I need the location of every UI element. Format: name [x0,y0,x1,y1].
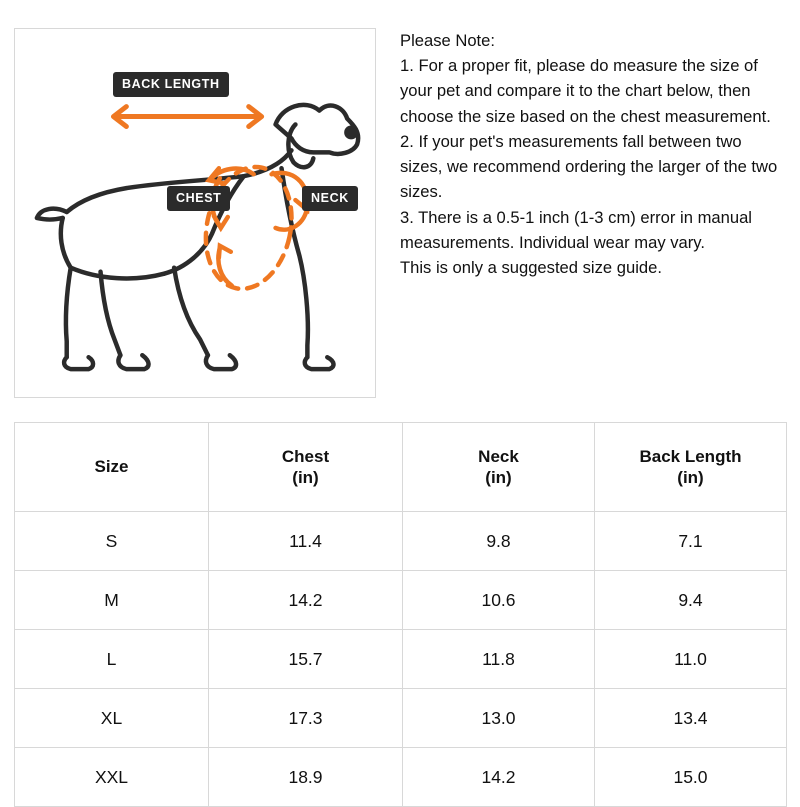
note-item-1: 1. For a proper fit, please do measure the size of your pet and compare it to the chart below, then choose the size based on the chest measurement. [400,56,771,126]
note-item-2: 2. If your pet's measurements fall between two sizes, we recommend ordering the larger of the two sizes. [400,131,778,202]
dog-outline-icon [37,105,358,369]
cell-neck: 10.6 [403,571,595,630]
cell-size: S [15,512,209,571]
label-neck: NECK [302,186,358,211]
cell-neck: 11.8 [403,630,595,689]
notes-title: Please Note: [400,31,496,50]
note-item-3: 3. There is a 0.5-1 inch (1-3 cm) error in manual measurements. Individual wear may vary. [400,207,752,252]
header-neck-unit: (in) [485,468,512,487]
header-back-length [595,423,787,512]
note-item-4: This is only a suggested size guide. [400,257,662,277]
cell-size: L [15,630,209,689]
header-neck [403,423,595,512]
cell-neck: 14.2 [403,748,595,807]
size-chart-table [14,422,787,807]
cell-neck: 9.8 [403,512,595,571]
table-row [15,748,787,807]
cell-chest: 18.9 [209,748,403,807]
cell-size: M [15,571,209,630]
notes-block [376,28,786,280]
label-back-length: BACK LENGTH [113,72,229,97]
table-row [15,689,787,748]
cell-back: 11.0 [595,630,787,689]
cell-back: 13.4 [595,689,787,748]
cell-size: XXL [15,748,209,807]
cell-chest: 14.2 [209,571,403,630]
cell-back: 7.1 [595,512,787,571]
table-row [15,512,787,571]
header-back-name: Back Length [639,446,742,466]
header-chest [209,423,403,512]
label-chest: CHEST [167,186,230,211]
table-row [15,571,787,630]
header-back-unit: (in) [677,468,704,487]
cell-neck: 13.0 [403,689,595,748]
back-length-arrow [113,107,261,127]
cell-chest: 15.7 [209,630,403,689]
cell-size: XL [15,689,209,748]
header-size [15,423,209,512]
cell-back: 9.4 [595,571,787,630]
table-header-row [15,423,787,512]
header-chest-unit: (in) [292,468,319,487]
cell-back: 15.0 [595,748,787,807]
cell-chest: 17.3 [209,689,403,748]
table-row [15,630,787,689]
dog-nose-icon [344,125,358,139]
cell-chest: 11.4 [209,512,403,571]
header-chest-name: Chest [281,446,330,466]
header-size-name: Size [94,457,129,477]
measurement-diagram [14,28,376,398]
header-neck-name: Neck [478,446,519,466]
